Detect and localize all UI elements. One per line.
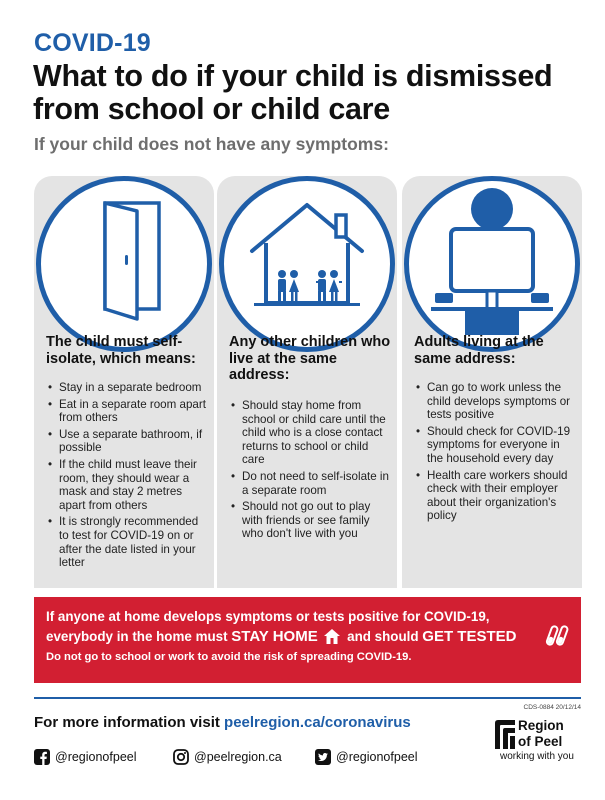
more-info	[34, 714, 411, 731]
bullet-list	[231, 399, 389, 544]
page-subtitle: If your child does not have any symptoms:	[34, 134, 389, 154]
list-item: • Stay in a separate bedroom	[48, 381, 206, 395]
logo-text: Region	[518, 718, 564, 733]
covid-kicker: COVID-19	[34, 29, 151, 57]
more-info-text: For more information visit	[34, 714, 225, 731]
region-of-peel-logo	[493, 717, 593, 777]
banner-line2	[46, 626, 567, 647]
column-other-children	[217, 176, 397, 588]
column-heading: Adults living at the same address:	[414, 334, 544, 367]
list-item: • Should stay home from school or child care until the child who is a close contact returns to school or child care	[231, 399, 389, 467]
get-tested-text: GET TESTED	[422, 628, 517, 645]
alert-banner	[34, 597, 581, 683]
list-item: • Eat in a separate room apart from others	[48, 398, 206, 425]
bullet-list	[416, 381, 574, 526]
stay-home-text: STAY HOME	[231, 628, 318, 645]
bullet-list	[48, 381, 206, 573]
list-item: • Use a separate bathroom, if possible	[48, 428, 206, 455]
coronavirus-link[interactable]: peelregion.ca/coronavirus	[224, 714, 411, 731]
logo-tagline: working with you	[500, 751, 574, 762]
document-number: CDS-0884 20/12/14	[523, 704, 581, 711]
banner-line3: Do not go to school or work to avoid the risk of spreading COVID-19.	[46, 651, 412, 663]
social-handle: @regionofpeel	[336, 750, 418, 764]
house-family-icon	[219, 176, 395, 352]
page-title: What to do if your child is dismissed from school or child care	[33, 59, 553, 126]
column-heading: The child must self-isolate, which means:	[46, 334, 196, 367]
list-item: • Do not need to self-isolate in a separate room	[231, 470, 389, 497]
instagram-handle[interactable]	[173, 749, 282, 765]
social-handle: @regionofpeel	[55, 750, 137, 764]
facebook-icon	[34, 749, 50, 765]
door-icon	[36, 176, 212, 352]
twitter-icon	[315, 749, 331, 765]
instagram-icon	[173, 749, 189, 765]
twitter-handle[interactable]	[315, 749, 418, 765]
list-item: • Should not go out to play with friends or see family who don't live with you	[231, 500, 389, 541]
list-item: • If the child must leave their room, they should wear a mask and stay 2 metres apart from others	[48, 458, 206, 512]
banner-text: and should	[343, 629, 423, 644]
list-item: • Should check for COVID-19 symptoms for everyone in the household every day	[416, 425, 574, 466]
social-handle: @peelregion.ca	[194, 750, 282, 764]
column-child-self-isolate	[34, 176, 214, 588]
facebook-handle[interactable]	[34, 749, 137, 765]
banner-line1: If anyone at home develops symptoms or tests positive for COVID-19,	[46, 609, 490, 624]
list-item: • Can go to work unless the child develops symptoms or tests positive	[416, 381, 574, 422]
divider	[34, 697, 581, 699]
computer-worker-icon	[404, 176, 580, 352]
list-item: • It is strongly recommended to test for COVID-19 on or after the date listed in your letter	[48, 515, 206, 569]
peel-logo-mark-icon	[493, 719, 517, 749]
home-icon	[324, 629, 340, 644]
logo-text: of Peel	[518, 734, 563, 749]
list-item: • Health care workers should check with their employer about their organization's policy	[416, 469, 574, 523]
banner-text: everybody in the home must	[46, 629, 232, 644]
column-adults	[402, 176, 582, 588]
column-heading: Any other children who live at the same address:	[229, 334, 391, 383]
test-tube-icon	[545, 625, 569, 647]
